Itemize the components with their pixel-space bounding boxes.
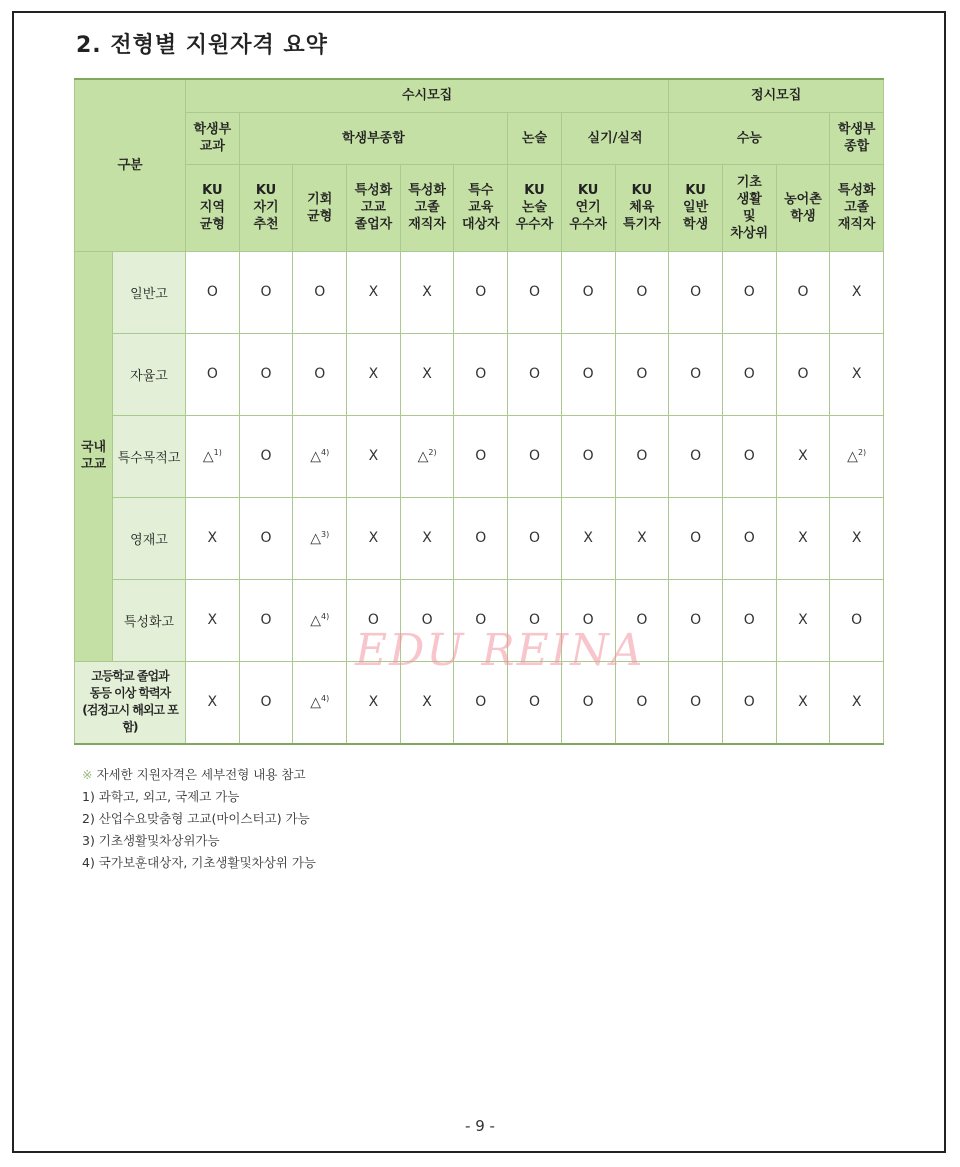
eligibility-cell bbox=[508, 333, 562, 415]
eligibility-cell bbox=[293, 415, 347, 497]
eligibility-mark: O bbox=[260, 366, 272, 382]
eligibility-mark: O bbox=[690, 530, 702, 546]
eligibility-cell bbox=[400, 415, 454, 497]
row-label: 자율고 bbox=[113, 333, 186, 415]
column-header: 기회 균형 bbox=[293, 164, 347, 251]
eligibility-mark: X bbox=[368, 530, 379, 546]
eligibility-mark: O bbox=[260, 694, 272, 710]
eligibility-cell bbox=[508, 497, 562, 579]
reference-mark-icon: ※ bbox=[82, 767, 93, 782]
eligibility-cell bbox=[830, 661, 884, 744]
eligibility-mark: O bbox=[636, 612, 648, 628]
eligibility-mark: O bbox=[851, 612, 863, 628]
eligibility-cell bbox=[722, 579, 776, 661]
note-item: 4) 국가보훈대상자, 기초생활및차상위 가능 bbox=[82, 855, 316, 870]
subgroup-comprehensive-regular: 학생부 종합 bbox=[830, 112, 884, 164]
eligibility-mark: O bbox=[582, 284, 594, 300]
eligibility-cell bbox=[454, 497, 508, 579]
eligibility-mark: △ bbox=[310, 694, 321, 711]
eligibility-cell bbox=[561, 415, 615, 497]
eligibility-cell bbox=[186, 579, 240, 661]
footnote-ref: 4) bbox=[321, 611, 330, 621]
eligibility-mark: △ bbox=[310, 530, 321, 547]
note-item: 3) 기초생활및차상위가능 bbox=[82, 833, 220, 848]
eligibility-table bbox=[74, 78, 884, 745]
eligibility-cell bbox=[400, 251, 454, 333]
note-main bbox=[82, 764, 316, 786]
eligibility-mark: X bbox=[851, 694, 862, 710]
eligibility-mark: O bbox=[743, 366, 755, 382]
eligibility-mark: O bbox=[206, 284, 218, 300]
footnote-ref: 2) bbox=[857, 447, 867, 457]
eligibility-mark: X bbox=[368, 284, 379, 300]
table-row bbox=[75, 497, 884, 579]
table-row bbox=[75, 415, 884, 497]
eligibility-cell bbox=[239, 661, 293, 744]
table-row bbox=[75, 579, 884, 661]
eligibility-cell bbox=[561, 661, 615, 744]
eligibility-cell bbox=[508, 415, 562, 497]
eligibility-cell bbox=[561, 579, 615, 661]
eligibility-cell bbox=[186, 251, 240, 333]
eligibility-cell bbox=[669, 333, 723, 415]
eligibility-cell bbox=[293, 333, 347, 415]
column-header: KU 일반 학생 bbox=[669, 164, 723, 251]
eligibility-mark: O bbox=[260, 612, 272, 628]
notes bbox=[82, 764, 316, 874]
eligibility-mark: O bbox=[421, 612, 433, 628]
eligibility-mark: X bbox=[207, 694, 218, 710]
eligibility-mark: O bbox=[475, 448, 487, 464]
eligibility-mark: O bbox=[528, 612, 540, 628]
header-susi: 수시모집 bbox=[186, 79, 669, 112]
eligibility-mark: X bbox=[207, 530, 218, 546]
eligibility-mark: O bbox=[690, 694, 702, 710]
column-header: 특성화 고졸 재직자 bbox=[830, 164, 884, 251]
row-label: 특성화고 bbox=[113, 579, 186, 661]
eligibility-cell bbox=[400, 333, 454, 415]
eligibility-cell bbox=[669, 579, 723, 661]
eligibility-cell bbox=[454, 415, 508, 497]
footnote-ref: 4) bbox=[321, 447, 330, 457]
eligibility-mark: O bbox=[582, 694, 594, 710]
eligibility-mark: O bbox=[475, 694, 487, 710]
subgroup-csat: 수능 bbox=[669, 112, 830, 164]
eligibility-cell bbox=[830, 415, 884, 497]
eligibility-cell bbox=[400, 661, 454, 744]
eligibility-cell bbox=[347, 251, 401, 333]
column-header: KU 연기 우수자 bbox=[561, 164, 615, 251]
eligibility-cell bbox=[830, 333, 884, 415]
eligibility-cell bbox=[239, 333, 293, 415]
eligibility-cell bbox=[776, 579, 830, 661]
eligibility-mark: X bbox=[851, 530, 862, 546]
footnote-ref: 4) bbox=[321, 693, 330, 703]
eligibility-cell bbox=[830, 497, 884, 579]
eligibility-cell bbox=[615, 251, 669, 333]
footnote-ref: 3) bbox=[321, 529, 330, 539]
eligibility-cell bbox=[186, 661, 240, 744]
eligibility-mark: O bbox=[636, 448, 648, 464]
eligibility-mark: O bbox=[797, 366, 809, 382]
eligibility-mark: X bbox=[368, 694, 379, 710]
subgroup-essay: 논술 bbox=[508, 112, 562, 164]
eligibility-cell bbox=[722, 661, 776, 744]
eligibility-mark: X bbox=[851, 366, 862, 382]
eligibility-mark: O bbox=[367, 612, 379, 628]
eligibility-cell bbox=[293, 251, 347, 333]
eligibility-cell bbox=[186, 415, 240, 497]
column-header: 농어촌 학생 bbox=[776, 164, 830, 251]
eligibility-cell bbox=[347, 415, 401, 497]
eligibility-mark: X bbox=[798, 448, 808, 464]
eligibility-mark: X bbox=[368, 448, 379, 464]
eligibility-cell bbox=[830, 579, 884, 661]
eligibility-mark: O bbox=[582, 366, 594, 382]
eligibility-cell bbox=[508, 661, 562, 744]
eligibility-mark: O bbox=[314, 366, 326, 382]
eligibility-cell bbox=[508, 579, 562, 661]
table-row bbox=[75, 333, 884, 415]
note-item: 2) 산업수요맞춤형 고교(마이스터고) 가능 bbox=[82, 811, 310, 826]
eligibility-cell bbox=[186, 333, 240, 415]
eligibility-cell bbox=[293, 497, 347, 579]
eligibility-mark: O bbox=[743, 284, 755, 300]
eligibility-mark: O bbox=[690, 284, 702, 300]
table-row-graduate bbox=[75, 661, 884, 744]
eligibility-cell bbox=[508, 251, 562, 333]
eligibility-mark: X bbox=[422, 284, 432, 300]
eligibility-mark: O bbox=[636, 366, 648, 382]
eligibility-mark: O bbox=[743, 448, 755, 464]
eligibility-cell bbox=[615, 415, 669, 497]
footnote-ref: 1) bbox=[213, 447, 222, 457]
eligibility-cell bbox=[776, 497, 830, 579]
subgroup-student-record-grades: 학생부 교과 bbox=[186, 112, 240, 164]
eligibility-cell bbox=[615, 497, 669, 579]
footnote-ref: 2) bbox=[428, 447, 437, 457]
eligibility-cell bbox=[293, 579, 347, 661]
eligibility-cell bbox=[776, 333, 830, 415]
eligibility-mark: O bbox=[743, 694, 755, 710]
eligibility-cell bbox=[454, 579, 508, 661]
eligibility-cell bbox=[722, 251, 776, 333]
eligibility-mark: O bbox=[690, 612, 702, 628]
eligibility-cell bbox=[561, 251, 615, 333]
header-category: 구분 bbox=[75, 79, 186, 251]
column-header: KU 체육 특기자 bbox=[615, 164, 669, 251]
eligibility-cell bbox=[347, 579, 401, 661]
eligibility-cell bbox=[776, 251, 830, 333]
page-number: - 9 - bbox=[465, 1117, 495, 1135]
eligibility-mark: O bbox=[528, 448, 540, 464]
column-header: 특성화 고교 졸업자 bbox=[347, 164, 401, 251]
eligibility-mark: O bbox=[743, 612, 755, 628]
eligibility-cell bbox=[615, 333, 669, 415]
eligibility-cell bbox=[239, 497, 293, 579]
eligibility-mark: X bbox=[422, 366, 432, 382]
eligibility-mark: X bbox=[368, 366, 379, 382]
eligibility-cell bbox=[776, 415, 830, 497]
eligibility-cell bbox=[347, 497, 401, 579]
eligibility-cell bbox=[239, 415, 293, 497]
row-label: 고등학교 졸업과 동등 이상 학력자 (검정고시 해외고 포함) bbox=[75, 661, 186, 744]
eligibility-mark: O bbox=[690, 366, 702, 382]
subgroup-comprehensive: 학생부종합 bbox=[239, 112, 507, 164]
eligibility-mark: O bbox=[475, 284, 487, 300]
eligibility-cell bbox=[830, 251, 884, 333]
column-header: 특수 교육 대상자 bbox=[454, 164, 508, 251]
column-header: KU 지역 균형 bbox=[186, 164, 240, 251]
section-title: 2. 전형별 지원자격 요약 bbox=[76, 33, 328, 58]
eligibility-cell bbox=[669, 661, 723, 744]
eligibility-mark: O bbox=[743, 530, 755, 546]
row-label: 영재고 bbox=[113, 497, 186, 579]
eligibility-mark: O bbox=[582, 448, 594, 464]
eligibility-mark: △ bbox=[310, 448, 321, 465]
eligibility-cell bbox=[722, 333, 776, 415]
eligibility-mark: O bbox=[260, 530, 272, 546]
eligibility-mark: O bbox=[475, 530, 487, 546]
eligibility-mark: O bbox=[528, 284, 540, 300]
eligibility-cell bbox=[239, 579, 293, 661]
eligibility-mark: O bbox=[636, 694, 648, 710]
eligibility-mark: X bbox=[798, 612, 808, 628]
note-main-text: 자세한 지원자격은 세부전형 내용 참고 bbox=[96, 767, 306, 782]
eligibility-cell bbox=[400, 497, 454, 579]
eligibility-mark: △ bbox=[310, 612, 321, 629]
watermark: EDU REINA bbox=[355, 625, 645, 676]
eligibility-cell bbox=[561, 497, 615, 579]
eligibility-mark: O bbox=[314, 284, 326, 300]
eligibility-cell bbox=[347, 661, 401, 744]
eligibility-cell bbox=[347, 333, 401, 415]
eligibility-mark: X bbox=[798, 530, 808, 546]
eligibility-mark: O bbox=[260, 284, 272, 300]
eligibility-mark: X bbox=[851, 284, 862, 300]
eligibility-mark: O bbox=[797, 284, 809, 300]
eligibility-mark: O bbox=[475, 366, 487, 382]
eligibility-mark: O bbox=[690, 448, 702, 464]
eligibility-cell bbox=[186, 497, 240, 579]
eligibility-mark: X bbox=[422, 530, 432, 546]
note-item: 1) 과학고, 외고, 국제고 가능 bbox=[82, 789, 240, 804]
eligibility-cell bbox=[776, 661, 830, 744]
eligibility-cell bbox=[615, 579, 669, 661]
eligibility-cell bbox=[239, 251, 293, 333]
eligibility-cell bbox=[722, 415, 776, 497]
eligibility-cell bbox=[293, 661, 347, 744]
eligibility-mark: O bbox=[528, 694, 540, 710]
eligibility-cell bbox=[615, 661, 669, 744]
eligibility-mark: O bbox=[528, 530, 540, 546]
eligibility-cell bbox=[454, 661, 508, 744]
column-header: KU 논술 우수자 bbox=[508, 164, 562, 251]
header-jeongsi: 정시모집 bbox=[669, 79, 884, 112]
eligibility-cell bbox=[454, 251, 508, 333]
eligibility-mark: O bbox=[636, 284, 648, 300]
eligibility-mark: △ bbox=[202, 448, 214, 465]
row-label: 일반고 bbox=[113, 251, 186, 333]
eligibility-cell bbox=[454, 333, 508, 415]
eligibility-mark: X bbox=[583, 530, 593, 546]
eligibility-cell bbox=[400, 579, 454, 661]
eligibility-mark: O bbox=[582, 612, 594, 628]
row-label: 특수목적고 bbox=[113, 415, 186, 497]
eligibility-cell bbox=[669, 415, 723, 497]
eligibility-cell bbox=[561, 333, 615, 415]
eligibility-mark: O bbox=[528, 366, 540, 382]
eligibility-mark: X bbox=[798, 694, 808, 710]
row-group-domestic: 국내 고교 bbox=[75, 251, 113, 661]
eligibility-cell bbox=[669, 251, 723, 333]
eligibility-mark: O bbox=[260, 448, 272, 464]
eligibility-mark: X bbox=[422, 694, 432, 710]
table-row bbox=[75, 251, 884, 333]
eligibility-mark: O bbox=[206, 366, 218, 382]
column-header: 기초 생활 및 차상위 bbox=[722, 164, 776, 251]
eligibility-mark: O bbox=[475, 612, 487, 628]
eligibility-mark: △ bbox=[847, 448, 858, 465]
eligibility-cell bbox=[722, 497, 776, 579]
eligibility-mark: X bbox=[637, 530, 647, 546]
eligibility-cell bbox=[669, 497, 723, 579]
subgroup-practical: 실기/실적 bbox=[561, 112, 668, 164]
column-header: KU 자기 추천 bbox=[239, 164, 293, 251]
eligibility-mark: △ bbox=[417, 448, 429, 465]
column-header: 특성화 고졸 재직자 bbox=[400, 164, 454, 251]
eligibility-mark: X bbox=[207, 612, 218, 628]
